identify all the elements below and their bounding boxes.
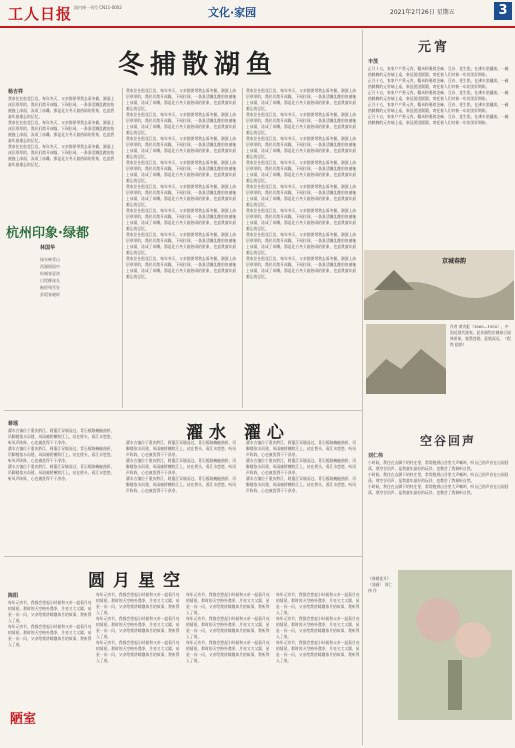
article-3-col-1: 每年元宵节，我都会想起小时候和父亲一起看月亮的情景。那时的天空格外澄净，月亮又大又圆，星星一闪一闪，父亲给我讲嫦娥奔月的故事，我听得入了迷。 每年元宵节，我都会想起小时候和父亲一起看月亮的情景。那时的天空格外澄净，月亮又大又圆，星星一闪一闪，父亲给我讲嫦娥奔月的故事，我听得入了迷。 — [8, 600, 92, 647]
poem-line: 绿水映青山 — [40, 257, 60, 262]
poem-line: 苏堤春晓时 — [40, 292, 60, 297]
article-3-col-2: 每年元宵节，我都会想起小时候和父亲一起看月亮的情景。那时的天空格外澄净，月亮又大又圆，星星一闪一闪，父亲给我讲嫦娥奔月的故事，我听得入了迷。 每年元宵节，我都会想起小时候和父亲一起看月亮的情景。那时的天空格外澄净，月亮又大又圆，星星一闪一闪，父亲给我讲嫦娥奔月的故事，我听得入了迷。 每年元宵节，我都会想起小时候和父亲一起看月亮的情景。那时的天空格外澄净，月亮又大又圆，星星一闪一闪，父亲给我讲嫦娥奔月的故事，我听得入了迷。 — [96, 592, 180, 663]
column-divider — [362, 420, 363, 745]
painting-caption: 《春暖花开》（油画） 刘仁伟 作 — [368, 576, 392, 593]
article-2-col-3: 濯水古镇位于重庆黔江，阿蓬江穿镇而过。青石板路蜿蜒曲折，吊脚楼依水而建，风雨廊桥横跨江上。站在桥头，看江水悠悠，听风声阵阵，心也被洗得干干净净。 濯水古镇位于重庆黔江，阿蓬江穿镇而过。青石板路蜿蜒曲折，吊脚楼依水而建，风雨廊桥横跨江上。站在桥头，看江水悠悠，听风声阵阵，心也被洗得干干净净。 濯水古镇位于重庆黔江，阿蓬江穿镇而过。青石板路蜿蜒曲折，吊脚楼依水而建，风雨廊桥横跨江上。站在桥头，看江水悠悠，听风声阵阵，心也被洗得干干净净。 — [246, 440, 357, 493]
poem-line: 白堤柳丝长 — [40, 278, 60, 283]
article-3-title: 圆月星空 — [88, 571, 188, 591]
poem-lines — [40, 256, 100, 298]
painting-image — [366, 324, 446, 394]
main-article-col-2: 我家住在松花江边，每年冬天，父亲都要带我去看冬捕。湖面上冰层厚厚的，渔民们凿开冰眼，下网拉网，一条条活蹦乱跳的鱼被拖上冰面，冻成了冰雕。那是北方冬天最热闹的景象，也是我童年最难忘的记忆。 我家住在松花江边，每年冬天，父亲都要带我去看冬捕。湖面上冰层厚厚的，渔民们凿开冰眼，下网拉网，一条条活蹦乱跳的鱼被拖上冰面，冻成了冰雕。那是北方冬天最热闹的景象，也是我童年最难忘的记忆。 我家住在松花江边，每年冬天，父亲都要带我去看冬捕。湖面上冰层厚厚的，渔民们凿开冰眼，下网拉网，一条条活蹦乱跳的鱼被拖上冰面，冻成了冰雕。那是北方冬天最热闹的景象，也是我童年最难忘的记忆。 我家住在松花江边，每年冬天，父亲都要带我去看冬捕。湖面上冰层厚厚的，渔民们凿开冰眼，下网拉网，一条条活蹦乱跳的鱼被拖上冰面，冻成了冰雕。那是北方冬天最热闹的景象，也是我童年最难忘的记忆。 我家住在松花江边，每年冬天，父亲都要带我去看冬捕。湖面上冰层厚厚的，渔民们凿开冰眼，下网拉网，一条条活蹦乱跳的鱼被拖上冰面，冻成了冰雕。那是北方冬天最热闹的景象，也是我童年最难忘的记忆。 我家住在松花江边，每年冬天，父亲都要带我去看冬捕。湖面上冰层厚厚的，渔民们凿开冰眼，下网拉网，一条条活蹦乱跳的鱼被拖上冰面，冻成了冰雕。那是北方冬天最热闹的景象，也是我童年最难忘的记忆。 我家住在松花江边，每年冬天，父亲都要带我去看冬捕。湖面上冰层厚厚的，渔民们凿开冰眼，下网拉网，一条条活蹦乱跳的鱼被拖上冰面，冻成了冰雕。那是北方冬天最热闹的景象，也是我童年最难忘的记忆。 我家住在松花江边，每年冬天，父亲都要带我去看冬捕。湖面上冰层厚厚的，渔民们凿开冰眼，下网拉网，一条条活蹦乱跳的鱼被拖上冰面，冻成了冰雕。那是北方冬天最热闹的景象，也是我童年最难忘的记忆。 — [126, 88, 237, 279]
page-number: 3 — [494, 2, 512, 20]
column-divider — [242, 88, 243, 408]
photo-landscape — [364, 250, 514, 320]
article-2-col-2: 濯水古镇位于重庆黔江，阿蓬江穿镇而过。青石板路蜿蜒曲折，吊脚楼依水而建，风雨廊桥横跨江上。站在桥头，看江水悠悠，听风声阵阵，心也被洗得干干净净。 濯水古镇位于重庆黔江，阿蓬江穿镇而过。青石板路蜿蜒曲折，吊脚楼依水而建，风雨廊桥横跨江上。站在桥头，看江水悠悠，听风声阵阵，心也被洗得干干净净。 濯水古镇位于重庆黔江，阿蓬江穿镇而过。青石板路蜿蜒曲折，吊脚楼依水而建，风雨廊桥横跨江上。站在桥头，看江水悠悠，听风声阵阵，心也被洗得干干净净。 — [126, 440, 237, 493]
poem-title: 杭州印象·绿都 — [6, 226, 89, 241]
poem-line: 断桥残雪处 — [40, 285, 60, 290]
column-divider — [362, 30, 363, 420]
news-photo — [364, 250, 514, 320]
poem-line: 杭城春意浓 — [40, 271, 60, 276]
main-article-col-1: 我家住在松花江边，每年冬天，父亲都要带我去看冬捕。湖面上冰层厚厚的，渔民们凿开冰眼，下网拉网，一条条活蹦乱跳的鱼被拖上冰面，冻成了冰雕。那是北方冬天最热闹的景象，也是我童年最难忘的记忆。 我家住在松花江边，每年冬天，父亲都要带我去看冬捕。湖面上冰层厚厚的，渔民们凿开冰眼，下网拉网，一条条活蹦乱跳的鱼被拖上冰面，冻成了冰雕。那是北方冬天最热闹的景象，也是我童年最难忘的记忆。 我家住在松花江边，每年冬天，父亲都要带我去看冬捕。湖面上冰层厚厚的，渔民们凿开冰眼，下网拉网，一条条活蹦乱跳的鱼被拖上冰面，冻成了冰雕。那是北方冬天最热闹的景象，也是我童年最难忘的记忆。 — [8, 96, 115, 167]
dateline: 2021年2月26日 星期五 — [390, 9, 455, 16]
photo-caption-title: 京城春韵 — [442, 258, 467, 265]
article-5-body: 小时候，我住在山脚下的村庄里，常常跑到山谷里大声喊叫，听自己的声音在山间回荡。那空谷回声，是我童年最好的玩伴，也教会了我倾听自然。 小时候，我住在山脚下的村庄里，常常跑到山谷里大声喊叫，听自己的声音在山间回荡。那空谷回声，是我童年最好的玩伴，也教会了我倾听自然。 小时候，我住在山脚下的村庄里，常常跑到山谷里大声喊叫，听自己的声音在山间回荡。那空谷回声，是我童年最好的玩伴，也教会了我倾听自然。 — [368, 460, 509, 495]
article-3-col-3: 每年元宵节，我都会想起小时候和父亲一起看月亮的情景。那时的天空格外澄净，月亮又大又圆，星星一闪一闪，父亲给我讲嫦娥奔月的故事，我听得入了迷。 每年元宵节，我都会想起小时候和父亲一起看月亮的情景。那时的天空格外澄净，月亮又大又圆，星星一闪一闪，父亲给我讲嫦娥奔月的故事，我听得入了迷。 每年元宵节，我都会想起小时候和父亲一起看月亮的情景。那时的天空格外澄净，月亮又大又圆，星星一闪一闪，父亲给我讲嫦娥奔月的故事，我听得入了迷。 — [186, 592, 270, 663]
article-3-col-4: 每年元宵节，我都会想起小时候和父亲一起看月亮的情景。那时的天空格外澄净，月亮又大又圆，星星一闪一闪，父亲给我讲嫦娥奔月的故事，我听得入了迷。 每年元宵节，我都会想起小时候和父亲一起看月亮的情景。那时的天空格外澄净，月亮又大又圆，星星一闪一闪，父亲给我讲嫦娥奔月的故事，我听得入了迷。 每年元宵节，我都会想起小时候和父亲一起看月亮的情景。那时的天空格外澄净，月亮又大又圆，星星一闪一闪，父亲给我讲嫦娥奔月的故事，我听得入了迷。 — [276, 592, 360, 663]
masthead-sub: 国内统一刊号 CN11-0002 — [74, 5, 122, 10]
painting — [366, 324, 446, 394]
oil-painting — [398, 570, 512, 720]
article-4-title: 元宵 — [418, 40, 451, 55]
article-2-author: 蒋瑶 — [8, 421, 19, 427]
main-article-author: 杨吉祥 — [8, 89, 24, 95]
poem-line: 西湖烟雨中 — [40, 264, 60, 269]
article-3-author: 陈阳 — [8, 593, 19, 599]
article-4-author: 丰茂 — [368, 59, 379, 65]
section-divider — [4, 556, 362, 557]
article-4-body: 正月十五，家家户户煮元宵。糯米粉裹着芝麻、豆沙、花生馅，在沸水里翻滚。一碗热腾腾的元宵端上桌，象征团团圆圆，寄托着人们对新一年的美好期盼。 正月十五，家家户户煮元宵。糯米粉裹着芝麻、豆沙、花生馅，在沸水里翻滚。一碗热腾腾的元宵端上桌，象征团团圆圆，寄托着人们对新一年的美好期盼。 正月十五，家家户户煮元宵。糯米粉裹着芝麻、豆沙、花生馅，在沸水里翻滚。一碗热腾腾的元宵端上桌，象征团团圆圆，寄托着人们对新一年的美好期盼。 正月十五，家家户户煮元宵。糯米粉裹着芝麻、豆沙、花生馅，在沸水里翻滚。一碗热腾腾的元宵端上桌，象征团团圆圆，寄托着人们对新一年的美好期盼。 正月十五，家家户户煮元宵。糯米粉裹着芝麻、豆沙、花生馅，在沸水里翻滚。一碗热腾腾的元宵端上桌，象征团团圆圆，寄托着人们对新一年的美好期盼。 — [368, 66, 509, 125]
main-article-col-3: 我家住在松花江边，每年冬天，父亲都要带我去看冬捕。湖面上冰层厚厚的，渔民们凿开冰眼，下网拉网，一条条活蹦乱跳的鱼被拖上冰面，冻成了冰雕。那是北方冬天最热闹的景象，也是我童年最难忘的记忆。 我家住在松花江边，每年冬天，父亲都要带我去看冬捕。湖面上冰层厚厚的，渔民们凿开冰眼，下网拉网，一条条活蹦乱跳的鱼被拖上冰面，冻成了冰雕。那是北方冬天最热闹的景象，也是我童年最难忘的记忆。 我家住在松花江边，每年冬天，父亲都要带我去看冬捕。湖面上冰层厚厚的，渔民们凿开冰眼，下网拉网，一条条活蹦乱跳的鱼被拖上冰面，冻成了冰雕。那是北方冬天最热闹的景象，也是我童年最难忘的记忆。 我家住在松花江边，每年冬天，父亲都要带我去看冬捕。湖面上冰层厚厚的，渔民们凿开冰眼，下网拉网，一条条活蹦乱跳的鱼被拖上冰面，冻成了冰雕。那是北方冬天最热闹的景象，也是我童年最难忘的记忆。 我家住在松花江边，每年冬天，父亲都要带我去看冬捕。湖面上冰层厚厚的，渔民们凿开冰眼，下网拉网，一条条活蹦乱跳的鱼被拖上冰面，冻成了冰雕。那是北方冬天最热闹的景象，也是我童年最难忘的记忆。 我家住在松花江边，每年冬天，父亲都要带我去看冬捕。湖面上冰层厚厚的，渔民们凿开冰眼，下网拉网，一条条活蹦乱跳的鱼被拖上冰面，冻成了冰雕。那是北方冬天最热闹的景象，也是我童年最难忘的记忆。 我家住在松花江边，每年冬天，父亲都要带我去看冬捕。湖面上冰层厚厚的，渔民们凿开冰眼，下网拉网，一条条活蹦乱跳的鱼被拖上冰面，冻成了冰雕。那是北方冬天最热闹的景象，也是我童年最难忘的记忆。 我家住在松花江边，每年冬天，父亲都要带我去看冬捕。湖面上冰层厚厚的，渔民们凿开冰眼，下网拉网，一条条活蹦乱跳的鱼被拖上冰面，冻成了冰雕。那是北方冬天最热闹的景象，也是我童年最难忘的记忆。 — [246, 88, 357, 279]
poem-author: 林国华 — [40, 245, 56, 251]
photo-caption-text: 作者 黄宾虹（1865—1955），中国近现代画家。此作描绘京城春日园林景象，笔墨苍润，意境深远。（程铁 提供） — [450, 324, 511, 347]
main-article-title: 冬捕散湖鱼 — [118, 50, 279, 80]
footer-logo: 陋室 — [10, 712, 37, 727]
column-divider — [122, 88, 123, 408]
oil-painting-image — [398, 570, 512, 720]
masthead-logo: 工人日报 — [8, 5, 73, 23]
article-2-col-1: 濯水古镇位于重庆黔江，阿蓬江穿镇而过。青石板路蜿蜒曲折，吊脚楼依水而建，风雨廊桥横跨江上。站在桥头，看江水悠悠，听风声阵阵，心也被洗得干干净净。 濯水古镇位于重庆黔江，阿蓬江穿镇而过。青石板路蜿蜒曲折，吊脚楼依水而建，风雨廊桥横跨江上。站在桥头，看江水悠悠，听风声阵阵，心也被洗得干干净净。 濯水古镇位于重庆黔江，阿蓬江穿镇而过。青石板路蜿蜒曲折，吊脚楼依水而建，风雨廊桥横跨江上。站在桥头，看江水悠悠，听风声阵阵，心也被洗得干干净净。 — [8, 428, 115, 481]
article-5-author: 刘仁伟 — [368, 453, 384, 459]
section-divider — [4, 410, 362, 411]
article-2-title: 濯水 濯心 — [186, 423, 290, 443]
article-5-title: 空谷回声 — [420, 434, 477, 448]
section-title: 文化·家园 — [208, 6, 257, 19]
